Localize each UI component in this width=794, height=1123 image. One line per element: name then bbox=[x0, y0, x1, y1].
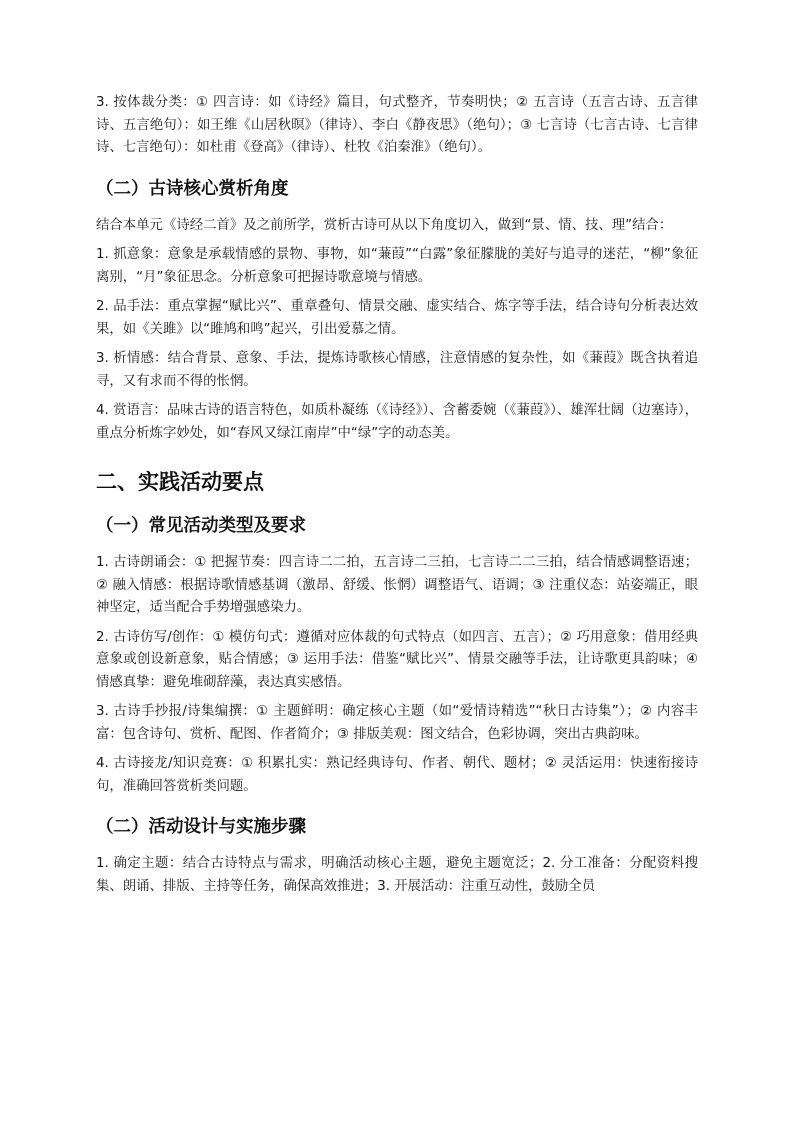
paragraph-recitation: 1. 古诗朗诵会：① 把握节奏：四言诗二二拍，五言诗二三拍，七言诗二二三拍，结合情感调整语速；② 融入情感：根据诗歌情感基调（激昂、舒缓、怅惘）调整语气、语调；③ 注重仪态：站姿端正，眼神坚定，适当配合手势增强感染力。 bbox=[96, 555, 698, 615]
paragraph-imitation-writing: 2. 古诗仿写/创作：① 模仿句式：遵循对应体裁的句式特点（如四言、五言）；② 巧用意象：借用经典意象或创设新意象，贴合情感；③ 运用手法：借鉴“赋比兴”、情景交融等手法，让诗歌更具韵味；④ 情感真挚：避免堆砌辞藻，表达真实感悟。 bbox=[96, 629, 698, 690]
heading-appreciation-angles: （二）古诗核心赏析角度 bbox=[96, 178, 289, 199]
heading-activity-design: （二）活动设计与实施步骤 bbox=[96, 817, 306, 837]
paragraph-poetry-relay: 4. 古诗接龙/知识竞赛：① 积累扎实：熟记经典诗句、作者、朝代、题材；② 灵活运用：快速衔接诗句，准确回答赏析类问题。 bbox=[96, 756, 698, 794]
paragraph-techniques: 2. 品手法：重点掌握“赋比兴”、重章叠句、情景交融、虚实结合、炼字等手法，结合诗句分析表达效果，如《关雎》以“雎鸠和鸣”起兴，引出爱慕之情。 bbox=[96, 299, 698, 337]
heading-practice-activities: 二、实践活动要点 bbox=[96, 470, 264, 494]
paragraph-implementation-steps: 1. 确定主题：结合古诗特点与需求，明确活动核心主题，避免主题宽泛；2. 分工准备：分配资料搜集、朗诵、排版、主持等任务，确保高效推进；3. 开展活动：注重互动性，鼓励全员 bbox=[96, 856, 698, 894]
paragraph-language: 4. 赏语言：品味古诗的语言特色，如质朴凝练（《诗经》）、含蓄委婉（《蒹葭》）、雄浑壮阔（边塞诗），重点分析炼字妙处，如“春风又绿江南岸”中“绿”字的动态美。 bbox=[96, 403, 698, 441]
document-page bbox=[96, 92, 698, 905]
paragraph-emotions: 3. 析情感：结合背景、意象、手法，提炼诗歌核心情感，注意情感的复杂性，如《蒹葭》既含执着追寻，又有求而不得的怅惘。 bbox=[96, 351, 698, 389]
paragraph-handwritten-newspaper: 3. 古诗手抄报/诗集编撰：① 主题鲜明：确定核心主题（如“爱情诗精选”“秋日古诗集”）；② 内容丰富：包含诗句、赏析、配图、作者简介；③ 排版美观：图文结合，色彩协调，突出古典韵味。 bbox=[96, 704, 698, 742]
heading-activity-types: （一）常见活动类型及要求 bbox=[96, 516, 306, 536]
paragraph-appreciation-intro: 结合本单元《诗经二首》及之前所学，赏析古诗可从以下角度切入，做到“景、情、技、理”结合： bbox=[96, 217, 673, 233]
paragraph-genre-classification: 3. 按体裁分类：① 四言诗：如《诗经》篇目，句式整齐，节奏明快；② 五言诗（五言古诗、五言律诗、五言绝句）：如王维《山居秋暝》（律诗）、李白《静夜思》（绝句）；③ 七言诗（七言古诗、七言律诗、七言绝句）：如杜甫《登高》（律诗）、杜牧《泊秦淮》（绝句）。 bbox=[96, 95, 698, 155]
paragraph-imagery: 1. 抓意象：意象是承载情感的景物、事物，如“蒹葭”“白露”象征朦胧的美好与追寻的迷茫，“柳”象征离别，“月”象征思念。分析意象可把握诗歌意境与情感。 bbox=[96, 247, 698, 285]
